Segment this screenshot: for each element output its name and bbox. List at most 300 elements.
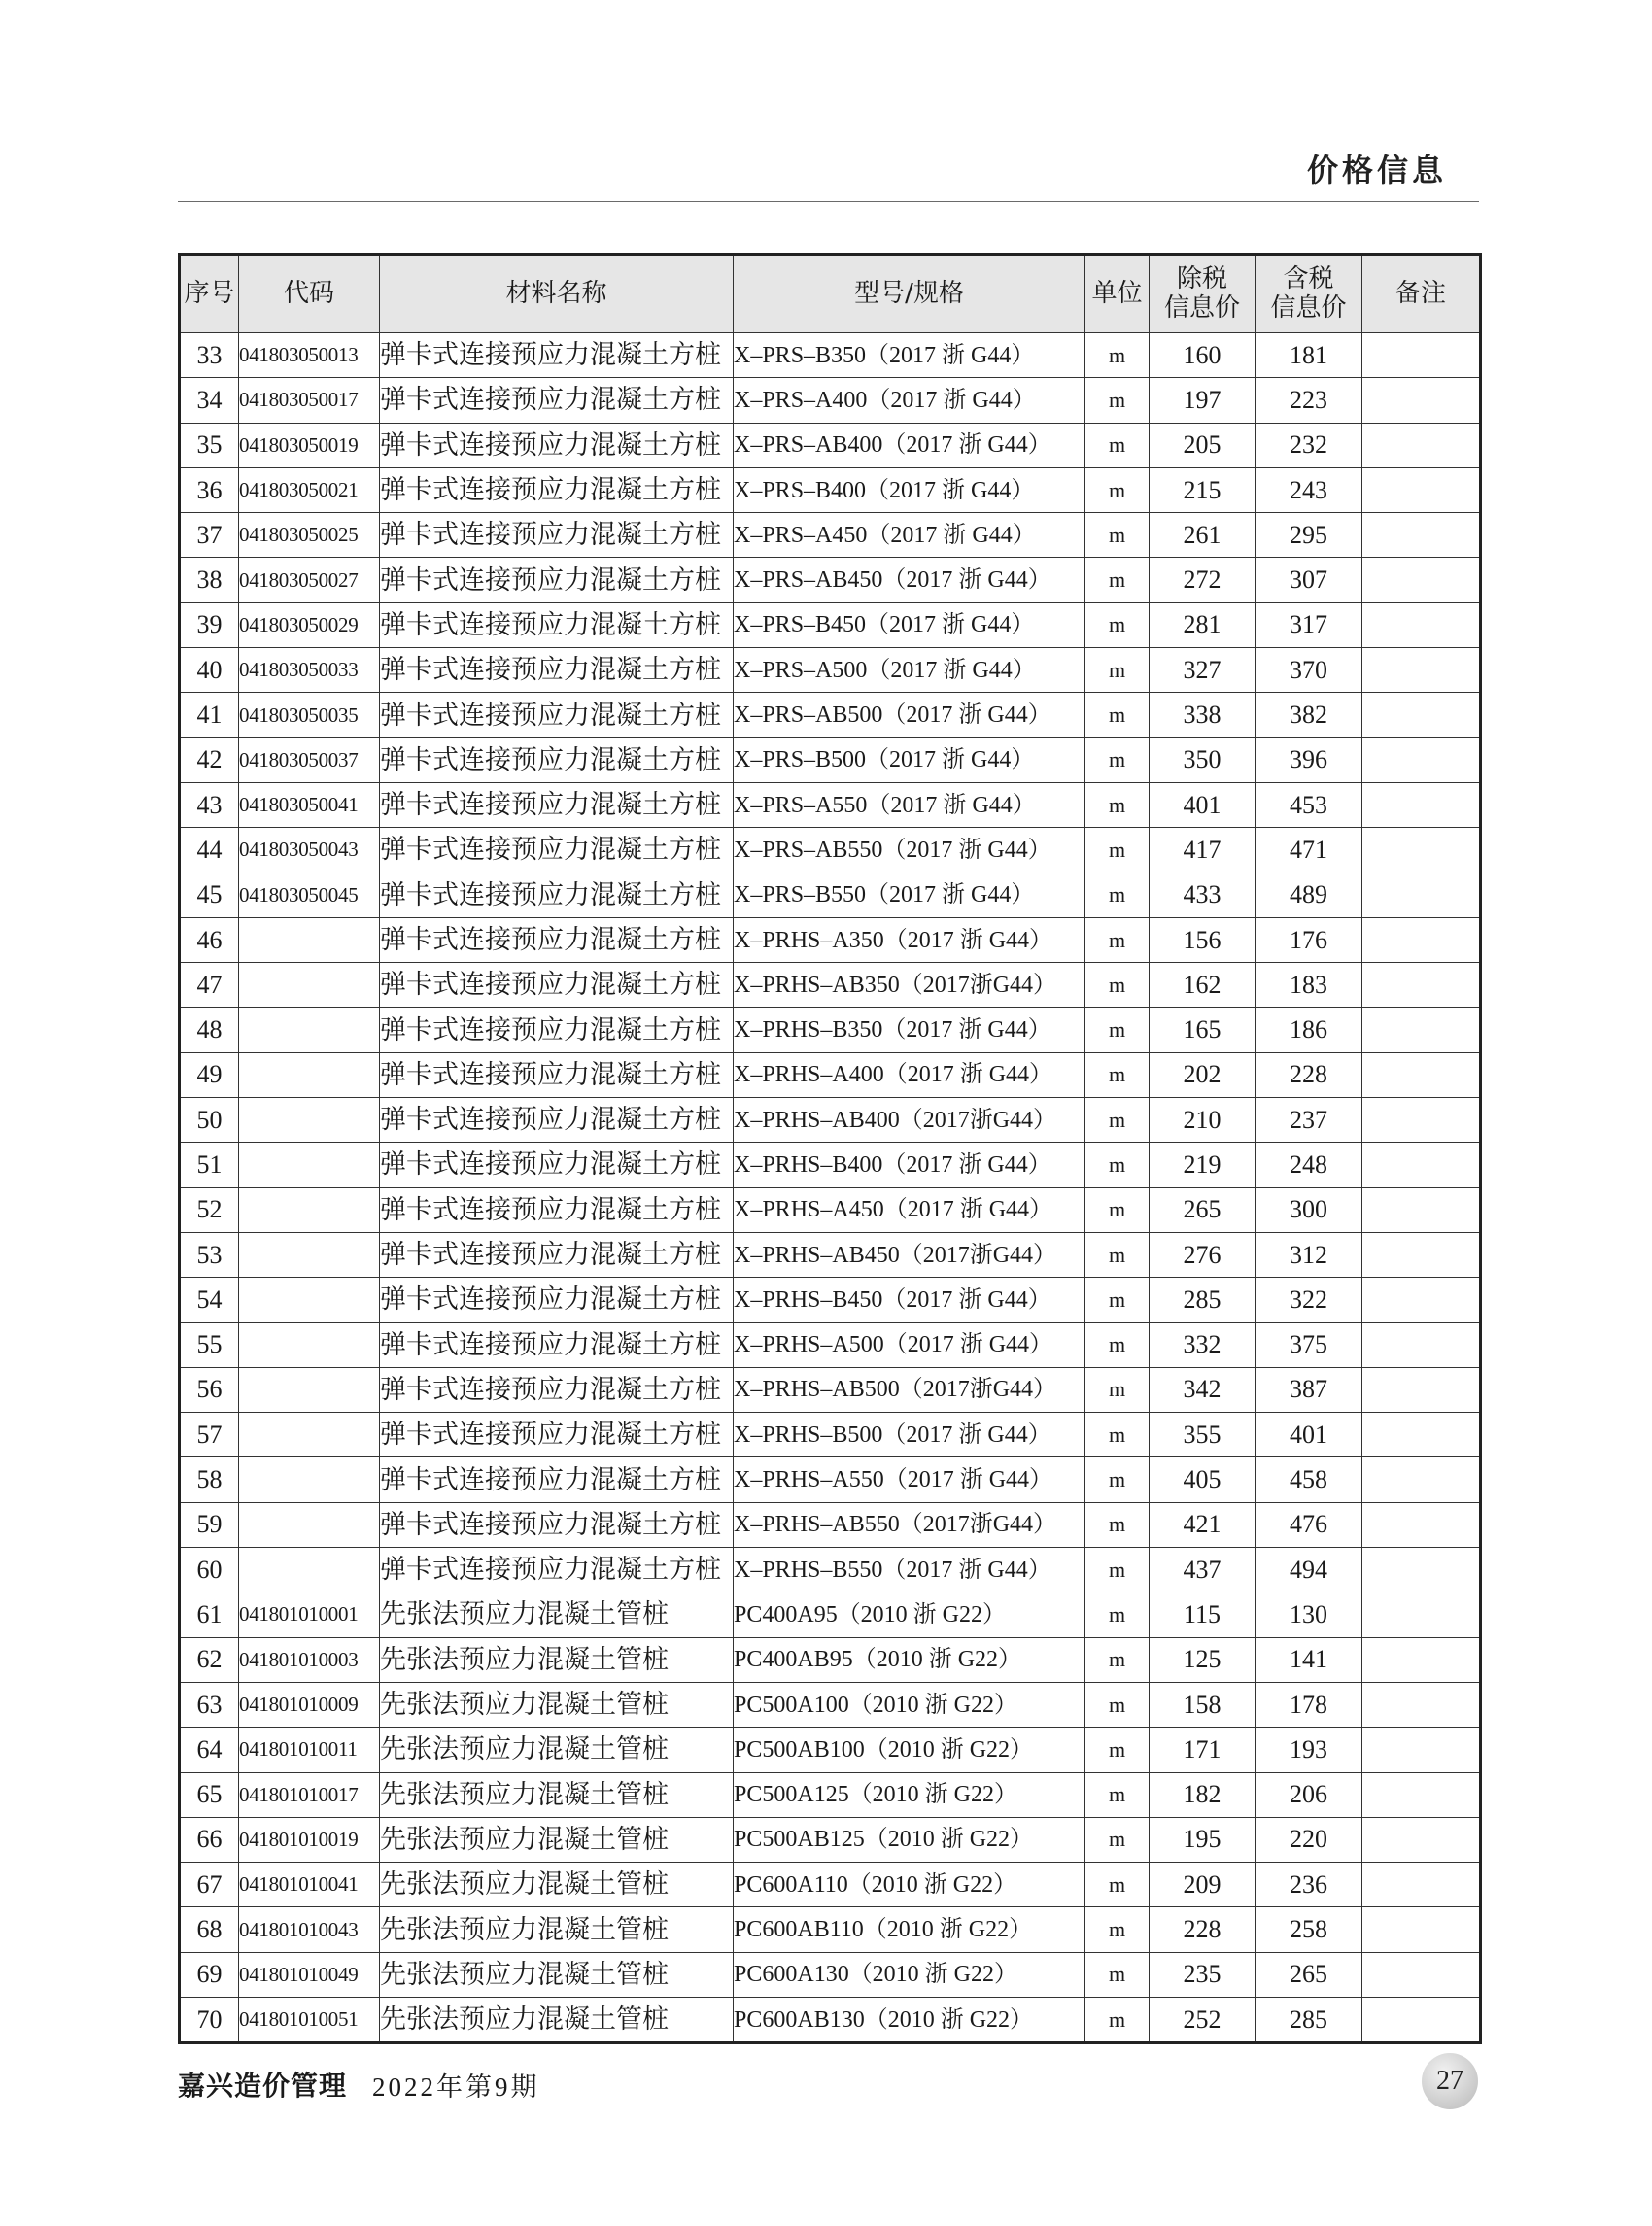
cell-unit: m [1085,1907,1150,1952]
cell-spec: PC500AB100（2010 浙 G22） [734,1728,1085,1772]
cell-unit: m [1085,917,1150,962]
cell-spec: PC600A110（2010 浙 G22） [734,1863,1085,1907]
cell-price-pre-tax: 281 [1150,602,1256,647]
cell-remark [1362,1728,1481,1772]
cell-unit: m [1085,1457,1150,1502]
cell-material-name: 先张法预应力混凝土管桩 [380,1637,734,1682]
cell-material-name: 弹卡式连接预应力混凝土方桩 [380,873,734,917]
cell-price-pre-tax: 401 [1150,782,1256,827]
cell-code: 041801010011 [239,1728,380,1772]
cell-remark [1362,963,1481,1008]
cell-remark [1362,1367,1481,1412]
section-title: 价格信息 [1306,152,1447,188]
cell-spec: X–PRHS–AB450（2017浙G44） [734,1232,1085,1277]
cell-spec: X–PRS–A450（2017 浙 G44） [734,513,1085,558]
cell-material-name: 先张法预应力混凝土管桩 [380,1863,734,1907]
cell-unit: m [1085,602,1150,647]
table-row [180,693,1481,737]
cell-remark [1362,828,1481,873]
table-row [180,1143,1481,1187]
cell-no: 56 [180,1367,239,1412]
cell-price-pre-tax: 338 [1150,693,1256,737]
cell-price-pre-tax: 228 [1150,1907,1256,1952]
table-row [180,1367,1481,1412]
table-row [180,737,1481,782]
cell-price-with-tax: 489 [1256,873,1362,917]
cell-code: 041803050037 [239,737,380,782]
cell-price-pre-tax: 272 [1150,558,1256,602]
cell-remark [1362,467,1481,512]
cell-price-pre-tax: 158 [1150,1682,1256,1727]
cell-price-pre-tax: 276 [1150,1232,1256,1277]
table-row [180,333,1481,378]
cell-no: 45 [180,873,239,917]
cell-remark [1362,1278,1481,1322]
page-number: 27 [1436,2066,1463,2096]
cell-unit: m [1085,467,1150,512]
cell-remark [1362,1187,1481,1232]
cell-remark [1362,1008,1481,1052]
cell-code: 041803050013 [239,333,380,378]
header-price-pre-tax-line2: 信息价 [1163,292,1240,323]
cell-unit: m [1085,1592,1150,1637]
cell-no: 46 [180,917,239,962]
cell-price-with-tax: 181 [1256,333,1362,378]
table-header [180,255,1481,333]
table-row [180,1052,1481,1097]
cell-spec: X–PRHS–A400（2017 浙 G44） [734,1052,1085,1097]
cell-remark [1362,1232,1481,1277]
header-price-pre-tax-line1: 除税 [1176,263,1227,293]
cell-remark [1362,648,1481,693]
cell-no: 35 [180,423,239,467]
cell-code [239,1052,380,1097]
price-table [178,253,1482,2044]
cell-price-with-tax: 295 [1256,513,1362,558]
table-row [180,1322,1481,1367]
cell-material-name: 弹卡式连接预应力混凝土方桩 [380,648,734,693]
cell-no: 40 [180,648,239,693]
header-unit: 单位 [1085,255,1150,333]
cell-unit: m [1085,1278,1150,1322]
cell-code: 041801010041 [239,1863,380,1907]
cell-price-with-tax: 236 [1256,1863,1362,1907]
cell-spec: PC400AB95（2010 浙 G22） [734,1637,1085,1682]
cell-remark [1362,737,1481,782]
cell-no: 43 [180,782,239,827]
table-row [180,558,1481,602]
cell-code [239,1143,380,1187]
cell-price-with-tax: 176 [1256,917,1362,962]
cell-spec: X–PRHS–B350（2017 浙 G44） [734,1008,1085,1052]
cell-price-pre-tax: 252 [1150,1997,1256,2042]
cell-material-name: 弹卡式连接预应力混凝土方桩 [380,1457,734,1502]
cell-no: 39 [180,602,239,647]
cell-price-pre-tax: 182 [1150,1772,1256,1817]
cell-remark [1362,873,1481,917]
cell-material-name: 弹卡式连接预应力混凝土方桩 [380,1232,734,1277]
cell-material-name: 先张法预应力混凝土管桩 [380,1817,734,1862]
cell-remark [1362,782,1481,827]
footer-issue: 2022年第9期 [372,2072,540,2102]
table-row [180,1728,1481,1772]
cell-price-with-tax: 193 [1256,1728,1362,1772]
cell-material-name: 弹卡式连接预应力混凝土方桩 [380,1143,734,1187]
table-row [180,423,1481,467]
cell-no: 65 [180,1772,239,1817]
cell-material-name: 先张法预应力混凝土管桩 [380,1952,734,1997]
table-row [180,963,1481,1008]
table-row [180,602,1481,647]
cell-no: 47 [180,963,239,1008]
cell-spec: X–PRS–A500（2017 浙 G44） [734,648,1085,693]
cell-code: 041803050025 [239,513,380,558]
cell-code: 041803050017 [239,378,380,423]
cell-material-name: 先张法预应力混凝土管桩 [380,1728,734,1772]
cell-spec: X–PRHS–AB350（2017浙G44） [734,963,1085,1008]
cell-price-with-tax: 228 [1256,1052,1362,1097]
cell-no: 64 [180,1728,239,1772]
cell-price-with-tax: 206 [1256,1772,1362,1817]
cell-no: 68 [180,1907,239,1952]
cell-price-pre-tax: 417 [1150,828,1256,873]
cell-unit: m [1085,333,1150,378]
cell-unit: m [1085,1413,1150,1457]
cell-code [239,1232,380,1277]
cell-price-with-tax: 237 [1256,1098,1362,1143]
footer-journal-name: 嘉兴造价管理 [178,2070,348,2102]
cell-no: 70 [180,1997,239,2042]
cell-unit: m [1085,1728,1150,1772]
cell-code: 041803050043 [239,828,380,873]
table-row [180,1637,1481,1682]
cell-spec: X–PRHS–AB500（2017浙G44） [734,1367,1085,1412]
cell-spec: X–PRS–B500（2017 浙 G44） [734,737,1085,782]
cell-unit: m [1085,1863,1150,1907]
table-row [180,1817,1481,1862]
cell-no: 57 [180,1413,239,1457]
cell-no: 53 [180,1232,239,1277]
table-body [180,333,1481,2043]
cell-code [239,1367,380,1412]
cell-material-name: 先张法预应力混凝土管桩 [380,1997,734,2042]
cell-spec: PC500A125（2010 浙 G22） [734,1772,1085,1817]
cell-unit: m [1085,693,1150,737]
cell-price-with-tax: 494 [1256,1548,1362,1592]
cell-price-with-tax: 317 [1256,602,1362,647]
page-number-badge [1422,2053,1478,2109]
cell-unit: m [1085,1322,1150,1367]
cell-spec: X–PRS–AB500（2017 浙 G44） [734,693,1085,737]
cell-spec: PC600A130（2010 浙 G22） [734,1952,1085,1997]
cell-remark [1362,1772,1481,1817]
cell-material-name: 弹卡式连接预应力混凝土方桩 [380,1187,734,1232]
cell-material-name: 弹卡式连接预应力混凝土方桩 [380,333,734,378]
cell-remark [1362,1322,1481,1367]
cell-unit: m [1085,423,1150,467]
cell-spec: X–PRS–B400（2017 浙 G44） [734,467,1085,512]
cell-no: 50 [180,1098,239,1143]
cell-no: 67 [180,1863,239,1907]
header-no: 序号 [180,255,239,333]
cell-price-pre-tax: 261 [1150,513,1256,558]
cell-remark [1362,693,1481,737]
cell-price-with-tax: 183 [1256,963,1362,1008]
cell-price-pre-tax: 202 [1150,1052,1256,1097]
cell-spec: X–PRS–B350（2017 浙 G44） [734,333,1085,378]
table-row [180,782,1481,827]
cell-material-name: 弹卡式连接预应力混凝土方桩 [380,782,734,827]
table-row [180,1098,1481,1143]
table-row [180,1008,1481,1052]
table-row [180,1772,1481,1817]
cell-unit: m [1085,648,1150,693]
cell-remark [1362,1863,1481,1907]
cell-no: 44 [180,828,239,873]
cell-price-with-tax: 248 [1256,1143,1362,1187]
cell-spec: X–PRHS–AB400（2017浙G44） [734,1098,1085,1143]
cell-price-with-tax: 285 [1256,1997,1362,2042]
cell-no: 61 [180,1592,239,1637]
cell-spec: X–PRS–A550（2017 浙 G44） [734,782,1085,827]
cell-price-with-tax: 220 [1256,1817,1362,1862]
table-row [180,1997,1481,2042]
cell-spec: X–PRHS–B550（2017 浙 G44） [734,1548,1085,1592]
cell-price-with-tax: 232 [1256,423,1362,467]
cell-remark [1362,1952,1481,1997]
cell-price-with-tax: 186 [1256,1008,1362,1052]
cell-price-pre-tax: 197 [1150,378,1256,423]
header-material-name: 材料名称 [380,255,734,333]
cell-remark [1362,1502,1481,1547]
cell-price-with-tax: 396 [1256,737,1362,782]
cell-price-pre-tax: 421 [1150,1502,1256,1547]
cell-material-name: 先张法预应力混凝土管桩 [380,1682,734,1727]
table-row [180,873,1481,917]
cell-remark [1362,1907,1481,1952]
cell-unit: m [1085,1817,1150,1862]
cell-no: 54 [180,1278,239,1322]
cell-unit: m [1085,558,1150,602]
cell-code [239,963,380,1008]
cell-remark [1362,1592,1481,1637]
cell-unit: m [1085,1637,1150,1682]
cell-unit: m [1085,782,1150,827]
cell-unit: m [1085,1682,1150,1727]
table-row [180,1187,1481,1232]
cell-code: 041801010043 [239,1907,380,1952]
cell-price-with-tax: 265 [1256,1952,1362,1997]
cell-material-name: 弹卡式连接预应力混凝土方桩 [380,737,734,782]
cell-spec: X–PRS–AB400（2017 浙 G44） [734,423,1085,467]
cell-spec: PC500A100（2010 浙 G22） [734,1682,1085,1727]
cell-code [239,1457,380,1502]
cell-price-pre-tax: 195 [1150,1817,1256,1862]
cell-spec: X–PRHS–B450（2017 浙 G44） [734,1278,1085,1322]
table-row [180,917,1481,962]
cell-spec: PC600AB110（2010 浙 G22） [734,1907,1085,1952]
cell-code: 041801010017 [239,1772,380,1817]
cell-code: 041803050027 [239,558,380,602]
cell-remark [1362,1413,1481,1457]
cell-price-pre-tax: 171 [1150,1728,1256,1772]
cell-unit: m [1085,737,1150,782]
cell-unit: m [1085,1997,1150,2042]
cell-remark [1362,1997,1481,2042]
cell-price-with-tax: 401 [1256,1413,1362,1457]
cell-spec: X–PRHS–AB550（2017浙G44） [734,1502,1085,1547]
cell-code: 041801010001 [239,1592,380,1637]
cell-material-name: 弹卡式连接预应力混凝土方桩 [380,1548,734,1592]
cell-remark [1362,558,1481,602]
cell-price-pre-tax: 160 [1150,333,1256,378]
cell-material-name: 弹卡式连接预应力混凝土方桩 [380,1278,734,1322]
cell-price-pre-tax: 285 [1150,1278,1256,1322]
cell-price-with-tax: 223 [1256,378,1362,423]
header-spec: 型号/规格 [734,255,1085,333]
cell-price-pre-tax: 219 [1150,1143,1256,1187]
header-row [180,255,1481,333]
cell-unit: m [1085,873,1150,917]
table-row [180,1682,1481,1727]
cell-price-pre-tax: 115 [1150,1592,1256,1637]
cell-no: 42 [180,737,239,782]
cell-price-with-tax: 387 [1256,1367,1362,1412]
cell-code [239,1008,380,1052]
cell-price-with-tax: 375 [1256,1322,1362,1367]
cell-remark [1362,1817,1481,1862]
cell-price-with-tax: 458 [1256,1457,1362,1502]
cell-no: 63 [180,1682,239,1727]
cell-price-with-tax: 130 [1256,1592,1362,1637]
cell-material-name: 弹卡式连接预应力混凝土方桩 [380,423,734,467]
cell-code: 041803050033 [239,648,380,693]
cell-price-with-tax: 312 [1256,1232,1362,1277]
cell-spec: X–PRHS–A450（2017 浙 G44） [734,1187,1085,1232]
cell-remark [1362,333,1481,378]
cell-code: 041801010051 [239,1997,380,2042]
cell-unit: m [1085,1232,1150,1277]
cell-price-pre-tax: 205 [1150,423,1256,467]
cell-no: 69 [180,1952,239,1997]
cell-no: 66 [180,1817,239,1862]
table-row [180,1907,1481,1952]
cell-price-with-tax: 382 [1256,693,1362,737]
cell-unit: m [1085,1052,1150,1097]
cell-price-pre-tax: 355 [1150,1413,1256,1457]
cell-remark [1362,1052,1481,1097]
cell-unit: m [1085,1008,1150,1052]
cell-no: 51 [180,1143,239,1187]
header-price-pre-tax [1150,255,1256,333]
cell-price-pre-tax: 235 [1150,1952,1256,1997]
cell-code [239,1548,380,1592]
cell-material-name: 弹卡式连接预应力混凝土方桩 [380,558,734,602]
cell-code: 041803050029 [239,602,380,647]
cell-no: 38 [180,558,239,602]
cell-material-name: 弹卡式连接预应力混凝土方桩 [380,1098,734,1143]
cell-unit: m [1085,1143,1150,1187]
cell-no: 41 [180,693,239,737]
cell-spec: X–PRHS–B500（2017 浙 G44） [734,1413,1085,1457]
cell-no: 60 [180,1548,239,1592]
cell-code [239,1278,380,1322]
cell-material-name: 弹卡式连接预应力混凝土方桩 [380,513,734,558]
cell-remark [1362,513,1481,558]
cell-spec: X–PRS–A400（2017 浙 G44） [734,378,1085,423]
cell-price-with-tax: 178 [1256,1682,1362,1727]
table-row [180,828,1481,873]
cell-unit: m [1085,378,1150,423]
cell-material-name: 先张法预应力混凝土管桩 [380,1907,734,1952]
cell-unit: m [1085,1098,1150,1143]
cell-price-with-tax: 243 [1256,467,1362,512]
header-price-with-tax-line2: 信息价 [1270,292,1347,323]
cell-price-pre-tax: 125 [1150,1637,1256,1682]
table-row [180,467,1481,512]
cell-price-pre-tax: 437 [1150,1548,1256,1592]
table-row [180,513,1481,558]
cell-code: 041803050041 [239,782,380,827]
table-row [180,1548,1481,1592]
cell-price-pre-tax: 350 [1150,737,1256,782]
cell-price-pre-tax: 156 [1150,917,1256,962]
cell-code: 041803050019 [239,423,380,467]
header-remark: 备注 [1362,255,1481,333]
cell-spec: PC500AB125（2010 浙 G22） [734,1817,1085,1862]
cell-material-name: 弹卡式连接预应力混凝土方桩 [380,467,734,512]
cell-unit: m [1085,1367,1150,1412]
cell-remark [1362,602,1481,647]
cell-material-name: 弹卡式连接预应力混凝土方桩 [380,963,734,1008]
cell-remark [1362,1637,1481,1682]
cell-spec: X–PRS–B450（2017 浙 G44） [734,602,1085,647]
cell-material-name: 弹卡式连接预应力混凝土方桩 [380,693,734,737]
cell-no: 36 [180,467,239,512]
table-row [180,1502,1481,1547]
cell-price-pre-tax: 215 [1150,467,1256,512]
cell-price-with-tax: 471 [1256,828,1362,873]
cell-material-name: 弹卡式连接预应力混凝土方桩 [380,1413,734,1457]
table-row [180,1863,1481,1907]
cell-price-pre-tax: 433 [1150,873,1256,917]
cell-remark [1362,1098,1481,1143]
cell-remark [1362,378,1481,423]
cell-price-with-tax: 476 [1256,1502,1362,1547]
cell-code [239,1098,380,1143]
cell-remark [1362,1457,1481,1502]
cell-code: 041801010003 [239,1637,380,1682]
cell-spec: X–PRS–AB450（2017 浙 G44） [734,558,1085,602]
cell-price-pre-tax: 210 [1150,1098,1256,1143]
cell-code: 041803050045 [239,873,380,917]
cell-spec: X–PRHS–A350（2017 浙 G44） [734,917,1085,962]
cell-no: 58 [180,1457,239,1502]
cell-remark [1362,917,1481,962]
cell-material-name: 弹卡式连接预应力混凝土方桩 [380,1502,734,1547]
cell-code [239,1187,380,1232]
cell-spec: PC600AB130（2010 浙 G22） [734,1997,1085,2042]
cell-no: 62 [180,1637,239,1682]
cell-price-pre-tax: 209 [1150,1863,1256,1907]
header-price-with-tax [1256,255,1362,333]
table-row [180,1592,1481,1637]
cell-unit: m [1085,1772,1150,1817]
cell-price-pre-tax: 265 [1150,1187,1256,1232]
header-code: 代码 [239,255,380,333]
cell-no: 34 [180,378,239,423]
cell-remark [1362,1548,1481,1592]
